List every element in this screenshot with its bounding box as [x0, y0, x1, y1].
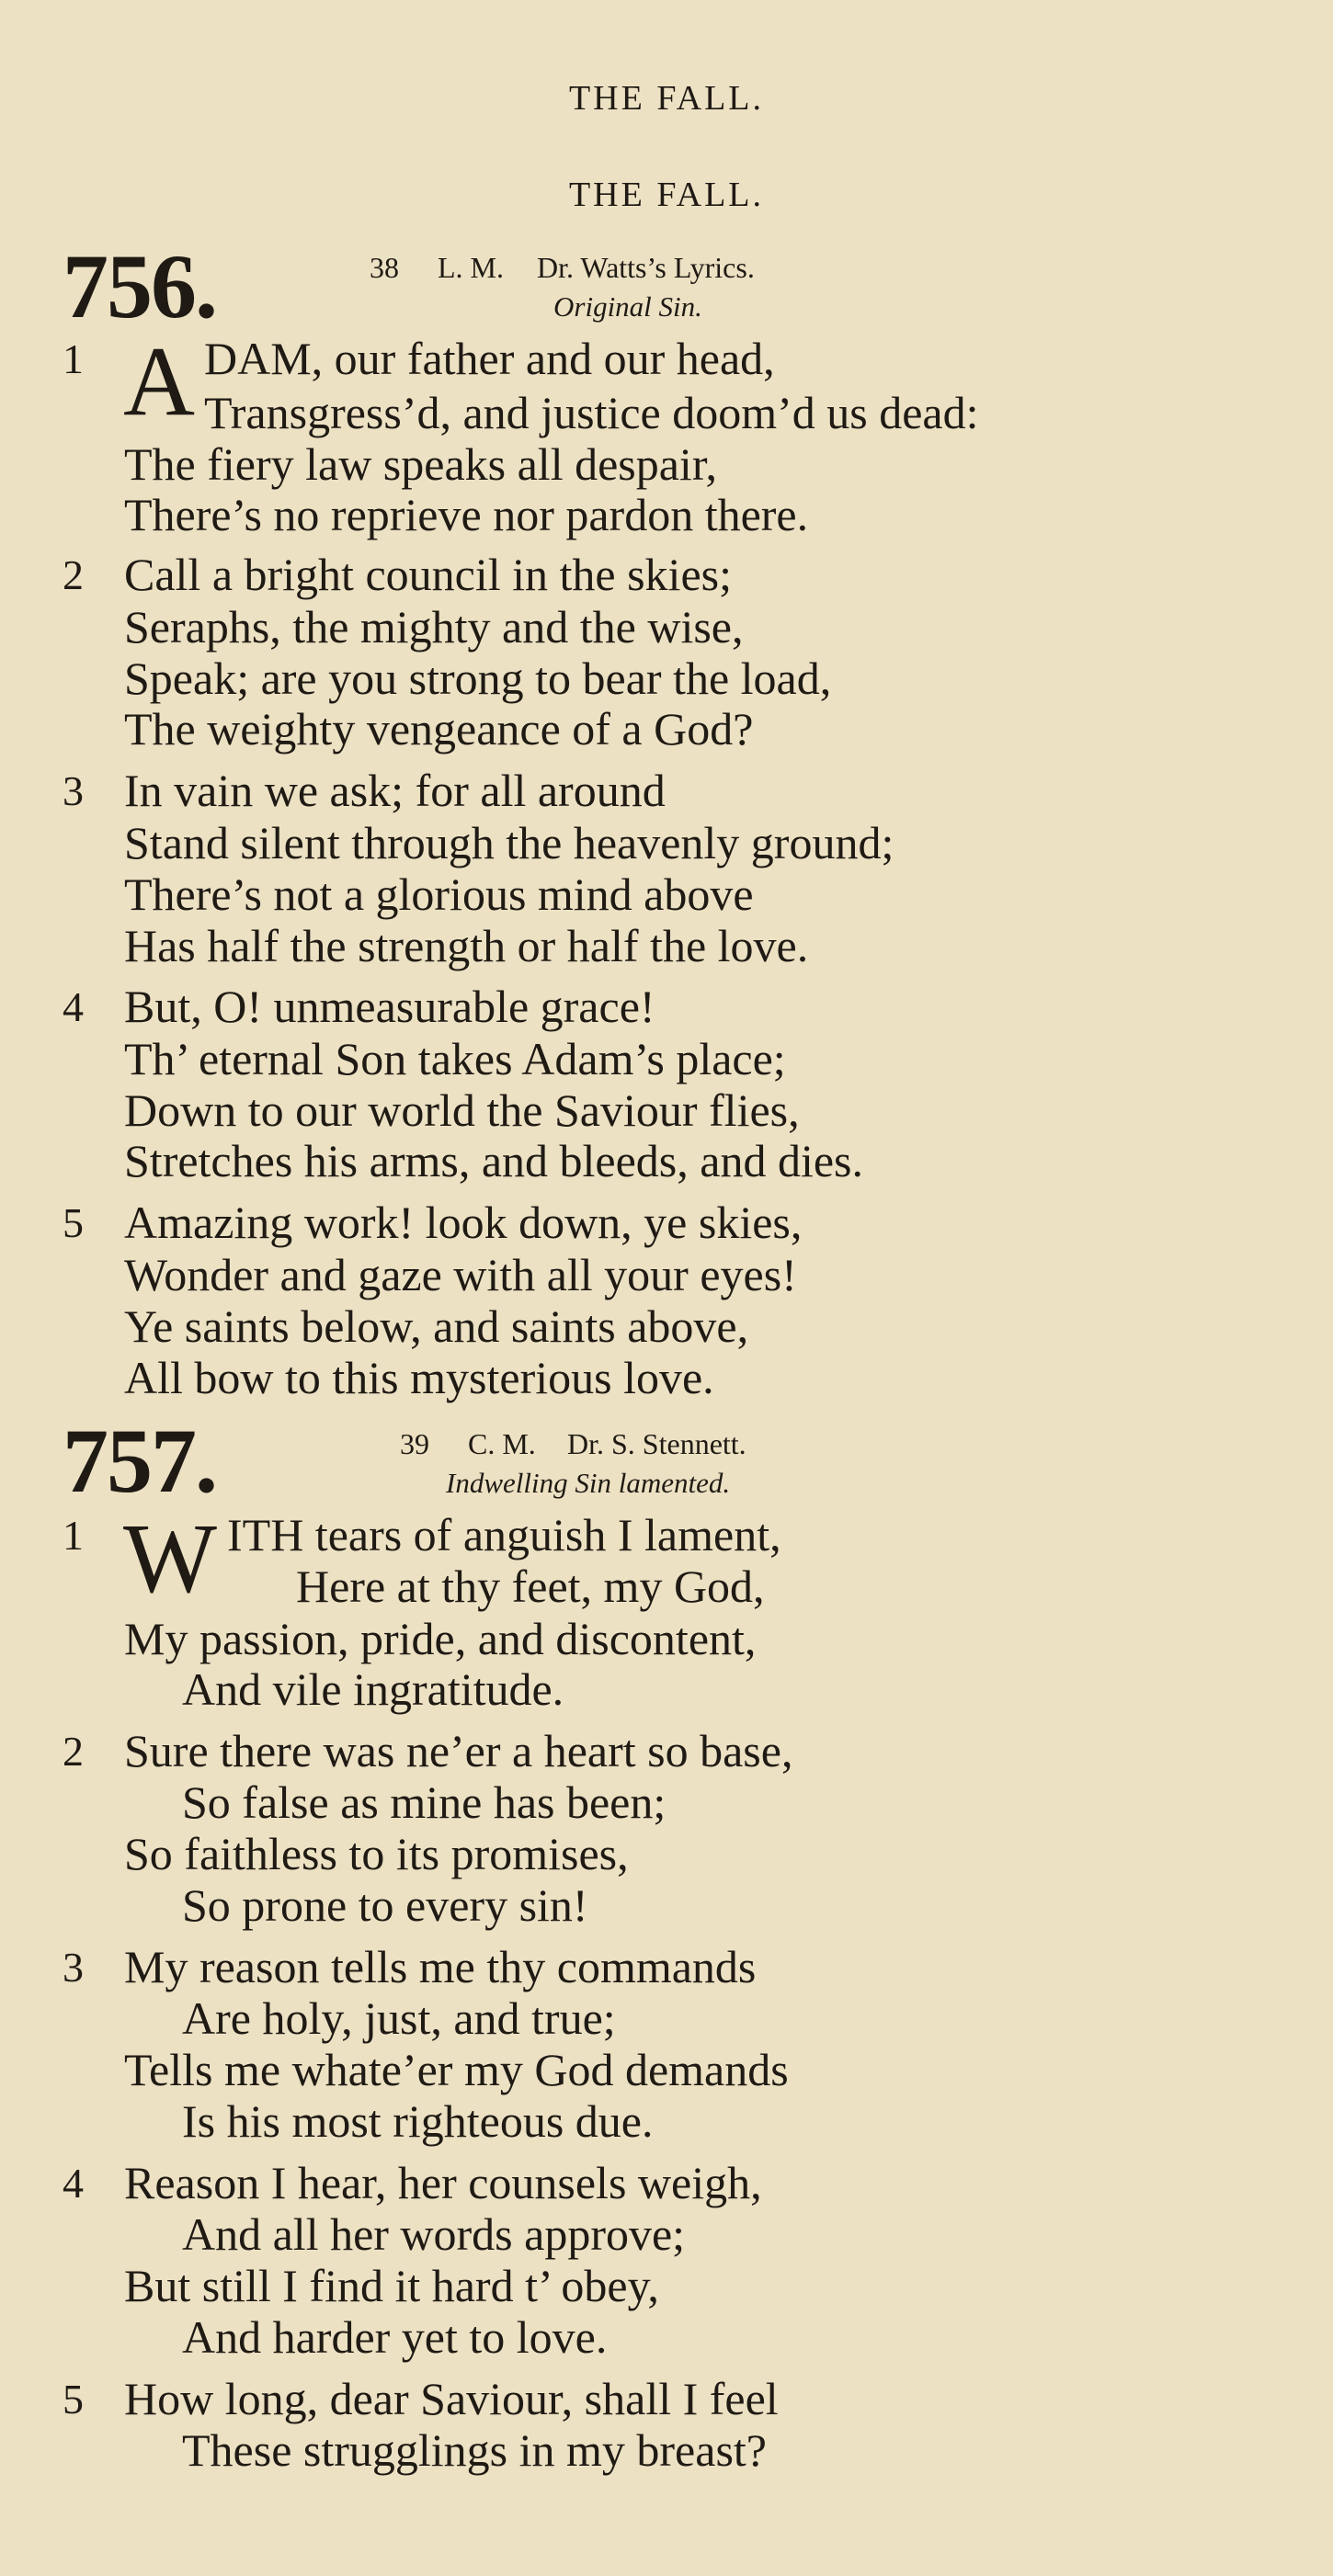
verse-number: 1 [63, 1512, 84, 1559]
verse-line: The weighty vengeance of a God? [124, 703, 754, 755]
verse-line: But still I find it hard t’ obey, [124, 2260, 659, 2311]
verse-line: And harder yet to love. [182, 2311, 608, 2363]
verse-line: There’s not a glorious mind above [124, 868, 754, 920]
verse-line: ITH tears of anguish I lament, [227, 1509, 781, 1560]
metre: L. M. [438, 251, 504, 284]
verse-line: But, O! unmeasurable grace! [124, 981, 655, 1032]
verse-number: 2 [63, 551, 84, 598]
drop-cap: W [123, 1504, 217, 1614]
verse-number: 3 [63, 1944, 84, 1991]
verse-line: Are holy, just, and true; [182, 1992, 616, 2044]
verse-line: So false as mine has been; [182, 1776, 666, 1828]
verse-line: Is his most righteous due. [182, 2095, 654, 2147]
tune-number: 38 [370, 251, 399, 284]
section-title: THE FALL. [568, 176, 765, 214]
verse-line: And vile ingratitude. [182, 1663, 564, 1715]
verse-line: Sure there was ne’er a heart so base, [124, 1725, 793, 1776]
verse-number: 5 [63, 1199, 84, 1246]
hymn-meta [400, 1429, 746, 1458]
verse-number: 3 [63, 767, 84, 814]
verse-line: Tells me whate’er my God demands [124, 2044, 789, 2095]
drop-cap: A [123, 327, 195, 437]
verse-line: Stretches his arms, and bleeds, and dies. [124, 1135, 863, 1186]
metre: C. M. [468, 1427, 536, 1460]
verse-line: So faithless to its promises, [124, 1828, 629, 1879]
running-head: THE FALL. [568, 79, 765, 118]
verse-line: Ye saints below, and saints above, [124, 1300, 749, 1352]
tune-number: 39 [400, 1427, 429, 1460]
verse-line: Th’ eternal Son takes Adam’s place; [124, 1033, 786, 1084]
verse-line: Call a bright council in the skies; [124, 549, 732, 600]
hymn-number: 757. [63, 1410, 216, 1512]
verse-number: 4 [63, 2160, 84, 2207]
author: Dr. Watts’s Lyrics. [537, 251, 755, 284]
verse-line: In vain we ask; for all around [124, 765, 666, 816]
verse-line: Stand silent through the heavenly ground; [124, 817, 894, 868]
verse-line: My reason tells me thy commands [124, 1941, 757, 1992]
verse-line: DAM, our father and our head, [204, 333, 775, 384]
verse-line: How long, dear Saviour, shall I feel [124, 2373, 779, 2424]
verse-line: Has half the strength or half the love. [124, 920, 809, 971]
verse-line: These strugglings in my breast? [182, 2424, 767, 2476]
verse-line: Speak; are you strong to bear the load, [124, 653, 832, 704]
hymn-subtitle: Original Sin. [553, 290, 702, 323]
verse-line: So prone to every sin! [182, 1879, 588, 1931]
verse-line: And all her words approve; [182, 2208, 686, 2260]
hymn-number: 756. [63, 235, 216, 337]
verse-number: 5 [63, 2376, 84, 2423]
verse-line: All bow to this mysterious love. [124, 1352, 714, 1403]
verse-number: 1 [63, 335, 84, 382]
verse-line: Seraphs, the mighty and the wise, [124, 601, 744, 653]
verse-line: There’s no reprieve nor pardon there. [124, 489, 809, 540]
hymn-subtitle: Indwelling Sin lamented. [446, 1467, 731, 1499]
verse-line: Amazing work! look down, ye skies, [124, 1197, 803, 1248]
verse-line: The fiery law speaks all despair, [124, 438, 717, 490]
verse-line: Reason I hear, her counsels weigh, [124, 2157, 762, 2208]
verse-line: Here at thy feet, my God, [296, 1560, 765, 1612]
verse-number: 4 [63, 983, 84, 1030]
author: Dr. S. Stennett. [567, 1427, 746, 1460]
verse-line: Wonder and gaze with all your eyes! [124, 1249, 797, 1300]
verse-number: 2 [63, 1728, 84, 1775]
verse-line: Transgress’d, and justice doom’d us dead: [204, 387, 979, 438]
verse-line: My passion, pride, and discontent, [124, 1613, 757, 1664]
verse-line: Down to our world the Saviour flies, [124, 1084, 800, 1136]
hymn-meta [370, 253, 755, 282]
